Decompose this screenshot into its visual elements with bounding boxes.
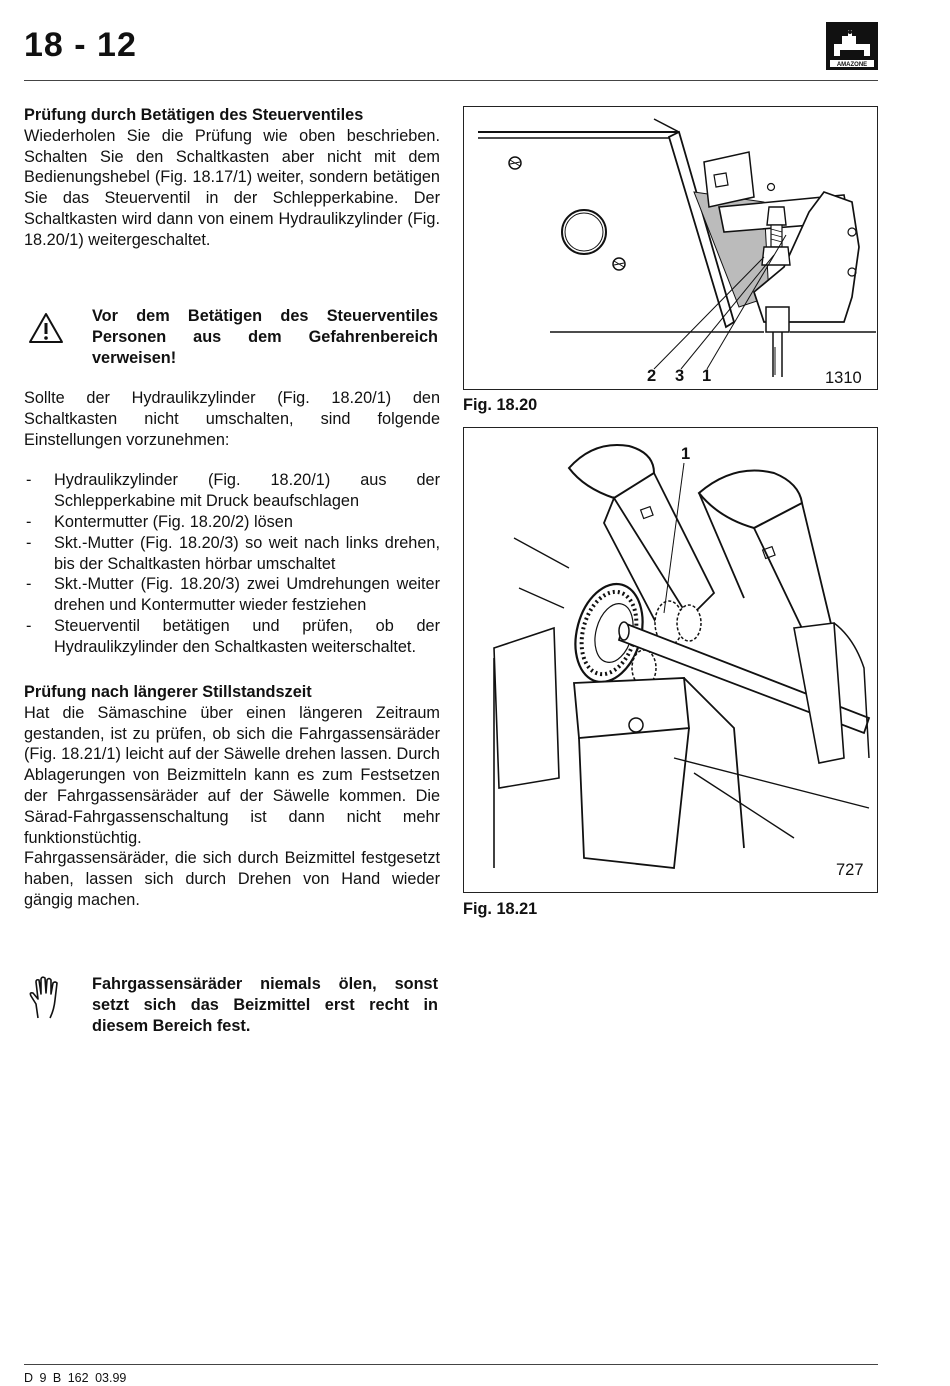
callout-label: 3 [675, 367, 685, 385]
list-item: - Kontermutter (Fig. 18.20/2) lösen [24, 512, 440, 533]
amazone-logo [826, 22, 878, 70]
svg-text:AMAZONE: AMAZONE [836, 62, 868, 68]
adjustments-intro: Sollte der Hydraulikzylinder (Fig. 18.20/1) den Schaltkasten nicht umschalten, sind folgende Einstellungen vorzunehmen: [24, 389, 440, 449]
list-item: - Skt.-Mutter (Fig. 18.20/3) so weit nach links drehen, bis der Schaltkasten hörbar umschaltet [24, 533, 440, 575]
callout-label: 1 [702, 367, 712, 385]
section-heading: Prüfung durch Betätigen des Steuerventiles [24, 106, 364, 124]
image-number: 1310 [825, 369, 862, 387]
section-control-valve [24, 105, 440, 251]
callout-label: 1 [681, 445, 691, 463]
section-body: Hat die Sämaschine über einen längeren Zeitraum gestanden, ist zu prüfen, ob sich die Fahrgassensäräder (Fig. 18.21/1) leicht auf der Säwelle drehen lassen. Durch Ablagerungen von Beizmitteln kann es zum Festsetzen der Fahrgassensäräder auf der Säwelle kommen. Die Särad-Fahrgassenschaltung ist dann nicht mehr funktionstüchtig. [24, 703, 440, 847]
page-number: 18 - 12 [24, 26, 137, 64]
hand-icon [26, 976, 66, 1020]
image-number: 727 [836, 861, 864, 879]
header-divider [24, 80, 878, 81]
list-item: - Steuerventil betätigen und prüfen, ob der Hydraulikzylinder den Schaltkasten weiterschaltet. [24, 616, 440, 658]
section-body: Fahrgassensäräder, die sich durch Beizmittel festgesetzt haben, lassen sich durch Drehen von Hand wieder gängig machen. [24, 849, 440, 909]
list-item: - Skt.-Mutter (Fig. 18.20/3) zwei Umdrehungen weiter drehen und Kontermutter wieder festziehen [24, 574, 440, 616]
note-text: Fahrgassensäräder niemals ölen, sonst setzt sich das Beizmittel erst recht in diesem Bereich fest. [92, 975, 438, 1035]
warning-text: Vor dem Betätigen des Steuerventiles Personen aus dem Gefahrenbereich verweisen! [92, 307, 438, 367]
warning-triangle-icon [28, 312, 64, 344]
document-code: D 9 B 162 03.99 [24, 1371, 127, 1385]
section-adjustments [24, 388, 440, 658]
section-body: Wiederholen Sie die Prüfung wie oben beschrieben. Schalten Sie den Schaltkasten aber nicht mit dem Bedienungshebel (Fig. 18.17/1) weiter, sondern betätigen Sie das Steuerventil in der Schlepperkabine. Der Schaltkasten wird dann von einem Hydraulikzylinder (Fig. 18.20/1) weitergeschaltet. [24, 126, 440, 249]
footer-divider [24, 1364, 878, 1365]
list-item: - Hydraulikzylinder (Fig. 18.20/1) aus der Schlepperkabine mit Druck beaufschlagen [24, 470, 440, 512]
section-standstill [24, 682, 440, 911]
figure-caption: Fig. 18.20 [463, 396, 538, 414]
figure-caption: Fig. 18.21 [463, 900, 538, 918]
adjustment-list [24, 470, 440, 657]
callout-label: 2 [647, 367, 657, 385]
figure-18-20 [463, 106, 878, 390]
figure-18-21 [463, 427, 878, 893]
section-heading: Prüfung nach längerer Stillstandszeit [24, 683, 312, 701]
